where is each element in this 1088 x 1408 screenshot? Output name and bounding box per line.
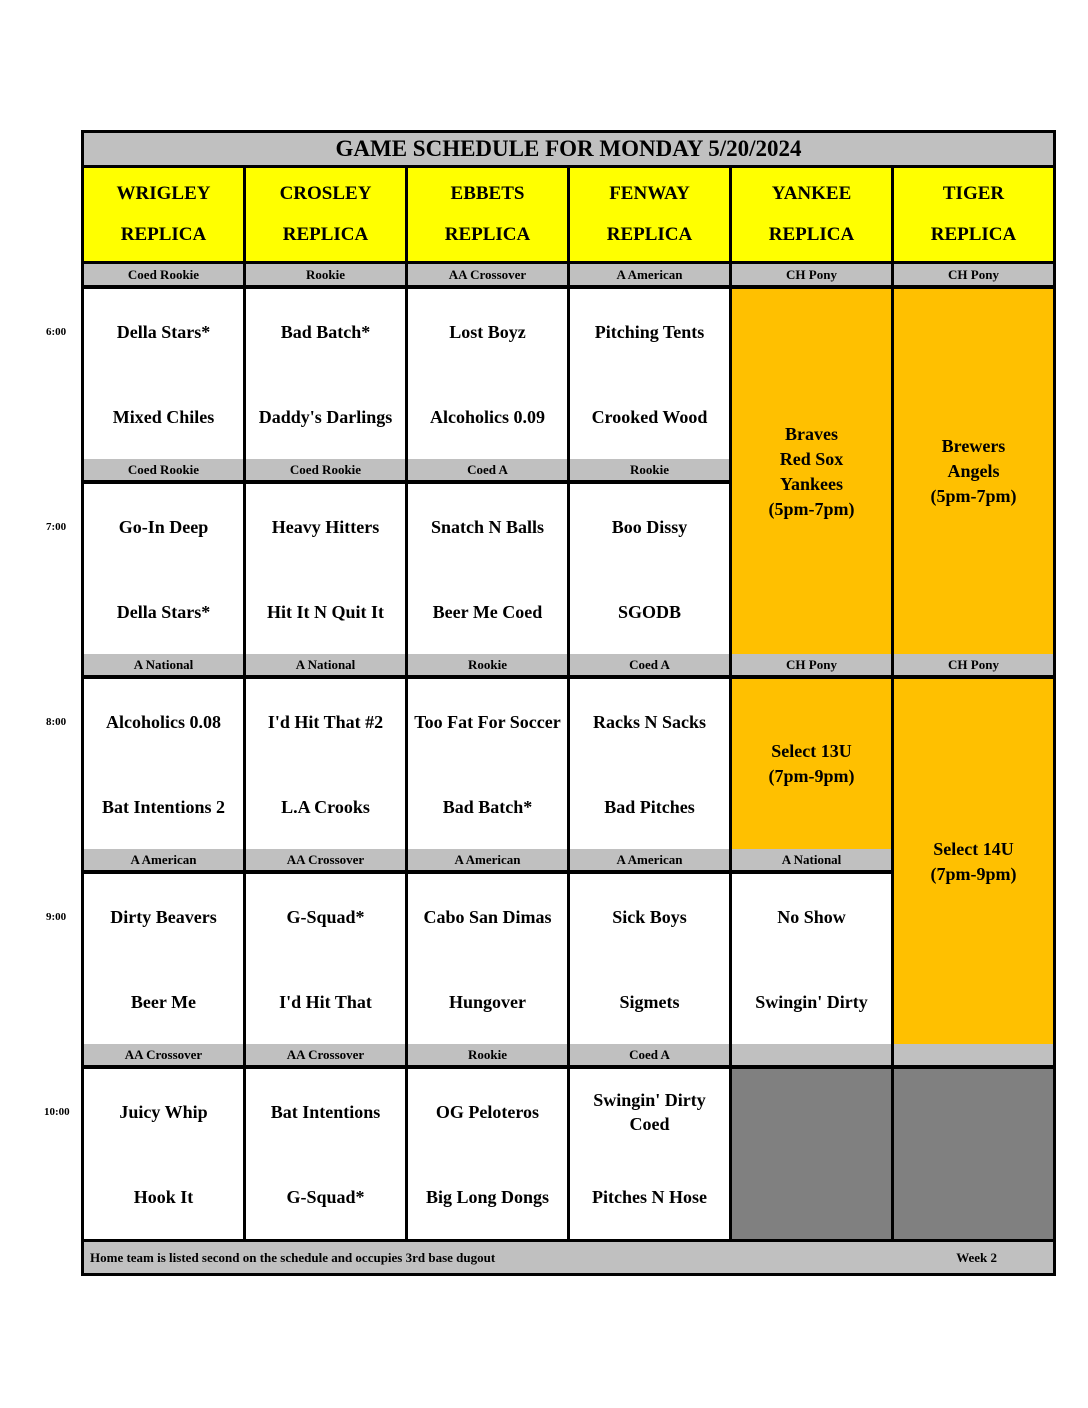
- field-name: YANKEE: [771, 183, 852, 204]
- game-cell: [84, 484, 243, 654]
- game-cell: [408, 289, 567, 459]
- division-label: [732, 1044, 891, 1065]
- division-label: Rookie: [570, 459, 729, 480]
- time-label: 6:00: [46, 326, 67, 338]
- time-label: 7:00: [46, 521, 67, 533]
- home-team: Beer Me: [130, 991, 197, 1012]
- division-label: [894, 1044, 1053, 1065]
- division-label: CH Pony: [894, 654, 1053, 675]
- home-team: SGODB: [617, 601, 682, 622]
- division-label: A National: [732, 849, 891, 870]
- game-cell: [84, 679, 243, 849]
- game-cell: [408, 874, 567, 1044]
- division-label: AA Crossover: [246, 1044, 405, 1065]
- field-name: CROSLEY: [279, 183, 372, 204]
- field-header-yankee: [732, 168, 891, 261]
- division-label: A American: [408, 849, 567, 870]
- reservation-block: Select 13U (7pm-9pm): [732, 679, 891, 849]
- game-cell: [408, 484, 567, 654]
- home-team: Bat Intentions 2: [101, 796, 226, 817]
- away-team: Snatch N Balls: [430, 516, 545, 537]
- away-team: Sick Boys: [612, 906, 687, 927]
- division-label: AA Crossover: [408, 264, 567, 285]
- home-team: Hook It: [133, 1186, 194, 1207]
- game-cell: [408, 679, 567, 849]
- away-team: Heavy Hitters: [271, 516, 380, 537]
- away-team: Too Fat For Soccer: [414, 711, 561, 732]
- field-header-crosley: [246, 168, 405, 261]
- empty-cell: [732, 1069, 891, 1239]
- division-label: Coed A: [570, 1044, 729, 1065]
- home-team: Beer Me Coed: [432, 601, 543, 622]
- schedule-table: [81, 130, 1056, 1276]
- time-label: 8:00: [46, 716, 67, 728]
- home-team: Hit It N Quit It: [267, 601, 384, 622]
- reservation-block: Select 14U (7pm-9pm): [894, 679, 1053, 1044]
- division-label: Rookie: [246, 264, 405, 285]
- away-team: OG Peloteros: [435, 1101, 540, 1122]
- footer-bar: [84, 1242, 1053, 1273]
- field-header-tiger: [894, 168, 1053, 261]
- game-cell: [570, 484, 729, 654]
- home-team: I'd Hit That: [279, 991, 372, 1012]
- division-label: CH Pony: [732, 264, 891, 285]
- home-team: Sigmets: [619, 991, 680, 1012]
- division-label: Coed A: [570, 654, 729, 675]
- game-cell: [408, 1069, 567, 1239]
- away-team: Boo Dissy: [611, 516, 688, 537]
- field-subtitle: REPLICA: [282, 224, 369, 245]
- away-team: Della Stars*: [116, 321, 211, 342]
- home-team: Swingin' Dirty: [755, 991, 868, 1012]
- reservation-block: Brewers Angels (5pm-7pm): [894, 289, 1053, 654]
- home-team: Pitches N Hose: [592, 1186, 707, 1207]
- away-team: Swingin' Dirty Coed: [593, 1089, 706, 1134]
- division-label: Coed Rookie: [246, 459, 405, 480]
- home-team: L.A Crooks: [281, 796, 370, 817]
- game-cell: [570, 679, 729, 849]
- game-cell: [84, 874, 243, 1044]
- division-label: AA Crossover: [84, 1044, 243, 1065]
- away-team: Cabo San Dimas: [423, 906, 552, 927]
- game-cell: [246, 874, 405, 1044]
- division-label: A National: [84, 654, 243, 675]
- division-label: A American: [570, 849, 729, 870]
- away-team: Bad Batch*: [280, 321, 371, 342]
- home-team: Bad Pitches: [604, 796, 695, 817]
- home-team: Mixed Chiles: [112, 406, 215, 427]
- game-cell: [246, 679, 405, 849]
- away-team: Racks N Sacks: [592, 711, 707, 732]
- division-label: A American: [84, 849, 243, 870]
- time-label: 9:00: [46, 911, 67, 923]
- home-team: Della Stars*: [116, 601, 211, 622]
- home-team: Daddy's Darlings: [258, 406, 393, 427]
- game-cell: [84, 1069, 243, 1239]
- game-cell: [570, 289, 729, 459]
- home-team: Hungover: [448, 991, 526, 1012]
- field-subtitle: REPLICA: [120, 224, 207, 245]
- field-name: TIGER: [942, 183, 1005, 204]
- division-label: Coed Rookie: [84, 459, 243, 480]
- away-team: Lost Boyz: [449, 321, 526, 342]
- away-team: Go-In Deep: [118, 516, 209, 537]
- division-label: Coed A: [408, 459, 567, 480]
- field-name: FENWAY: [609, 183, 690, 204]
- page-title: GAME SCHEDULE FOR MONDAY 5/20/2024: [84, 133, 1053, 165]
- reservation-block: Braves Red Sox Yankees (5pm-7pm): [732, 289, 891, 654]
- division-label: CH Pony: [894, 264, 1053, 285]
- division-label: Coed Rookie: [84, 264, 243, 285]
- division-label: Rookie: [408, 1044, 567, 1065]
- time-label: 10:00: [44, 1106, 70, 1118]
- away-team: Dirty Beavers: [110, 906, 217, 927]
- away-team: Bat Intentions: [270, 1101, 381, 1122]
- empty-cell: [894, 1069, 1053, 1239]
- field-header-ebbets: [408, 168, 567, 261]
- field-name: WRIGLEY: [116, 183, 211, 204]
- week-label: Week 2: [956, 1249, 997, 1265]
- field-subtitle: REPLICA: [768, 224, 855, 245]
- division-label: AA Crossover: [246, 849, 405, 870]
- away-team: G-Squad*: [286, 906, 365, 927]
- field-subtitle: REPLICA: [930, 224, 1017, 245]
- home-team: Alcoholics 0.09: [430, 406, 545, 427]
- game-cell: [84, 289, 243, 459]
- game-cell: [570, 1069, 729, 1239]
- division-label: CH Pony: [732, 654, 891, 675]
- field-header-wrigley: [84, 168, 243, 261]
- away-team: I'd Hit That #2: [267, 711, 384, 732]
- home-team: Big Long Dongs: [425, 1186, 550, 1207]
- field-name: EBBETS: [450, 183, 525, 204]
- division-label: Rookie: [408, 654, 567, 675]
- away-team: No Show: [777, 906, 846, 927]
- away-team: Pitching Tents: [594, 321, 705, 342]
- division-label: A American: [570, 264, 729, 285]
- away-team: Alcoholics 0.08: [106, 711, 221, 732]
- home-team: G-Squad*: [286, 1186, 365, 1207]
- game-cell: [246, 1069, 405, 1239]
- game-cell: [246, 484, 405, 654]
- game-cell: [732, 874, 891, 1044]
- game-cell: [246, 289, 405, 459]
- away-team: Juicy Whip: [119, 1101, 208, 1122]
- game-cell: [570, 874, 729, 1044]
- home-team: Crooked Wood: [591, 406, 708, 427]
- field-subtitle: REPLICA: [444, 224, 531, 245]
- field-subtitle: REPLICA: [606, 224, 693, 245]
- footer-note: Home team is listed second on the schedule and occupies 3rd base dugout: [90, 1249, 496, 1265]
- home-team: Bad Batch*: [442, 796, 533, 817]
- field-header-fenway: [570, 168, 729, 261]
- division-label: A National: [246, 654, 405, 675]
